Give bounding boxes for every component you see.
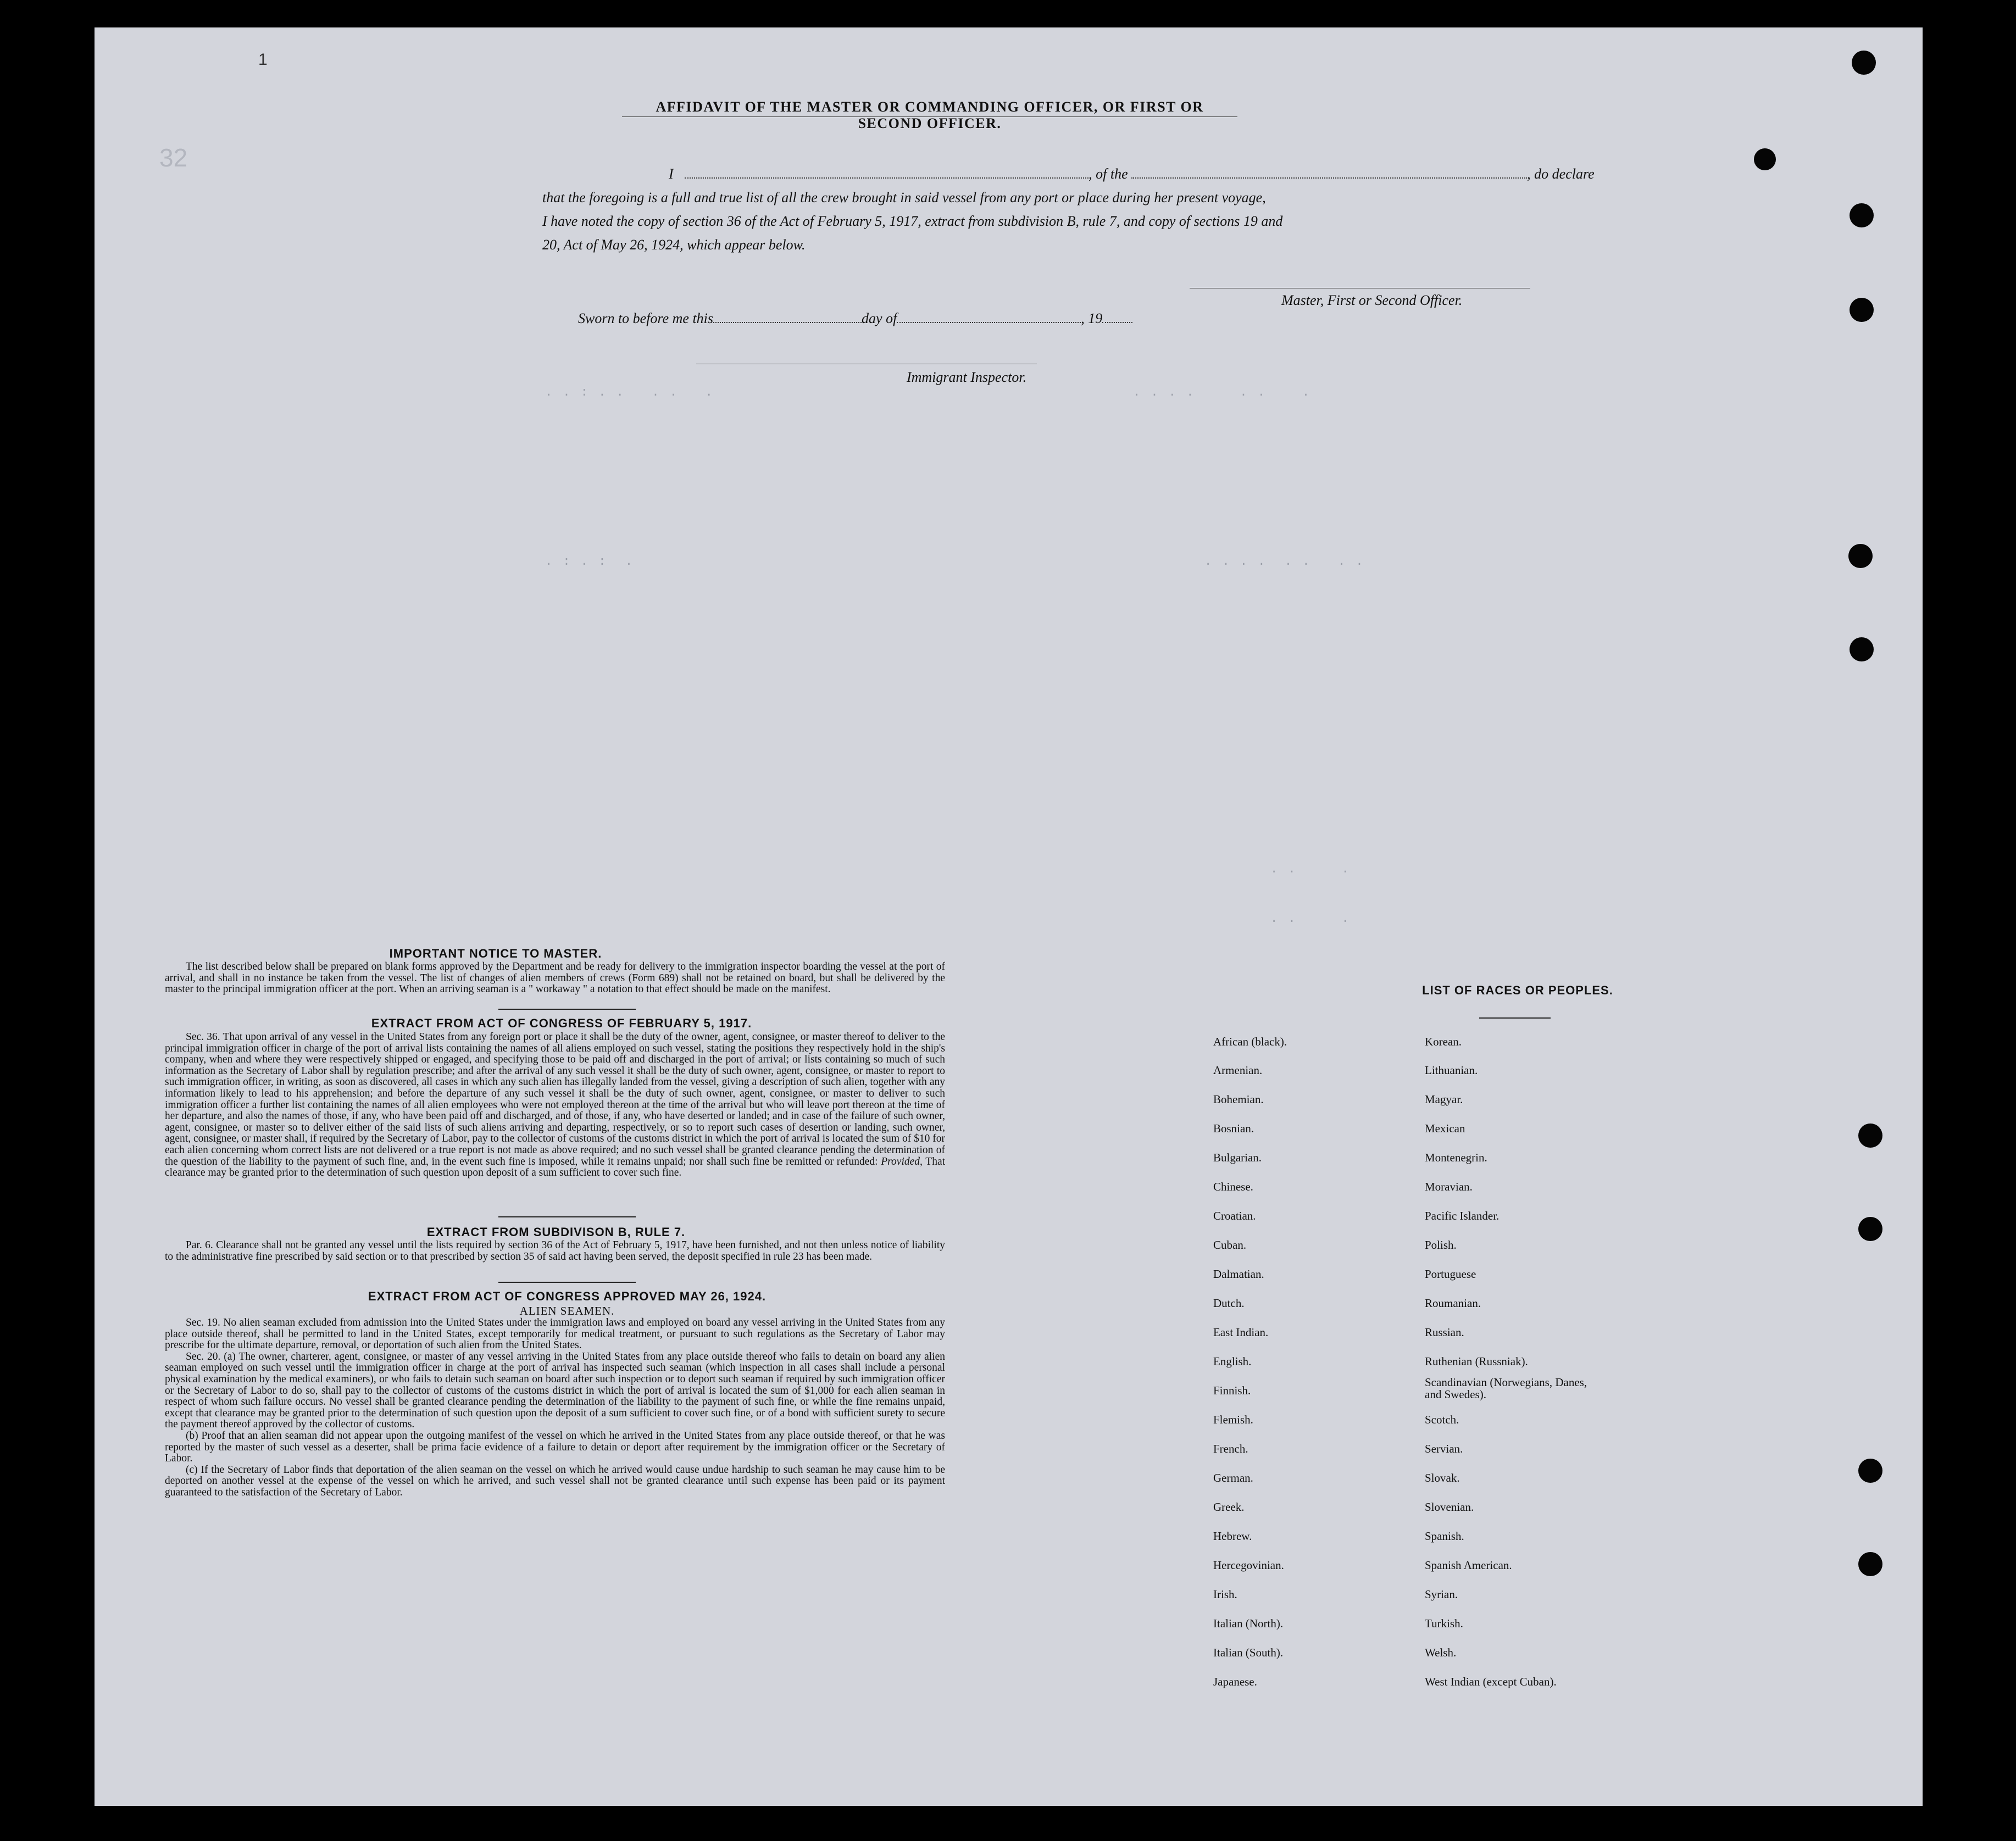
punch-hole xyxy=(1754,148,1776,170)
bleed-through-mark: . . . . . . . xyxy=(1133,386,1312,399)
signature-label: Master, First or Second Officer. xyxy=(1281,292,1463,308)
race-item: Lithuanian. xyxy=(1425,1064,1478,1077)
race-item: East Indian. xyxy=(1213,1326,1269,1339)
punch-hole xyxy=(1858,1552,1882,1576)
notice-paragraph: The list described below shall be prepared on blank forms approved by the Department and be ready for delivery to the immigration inspector boarding the vessel at the port of arrival, and shall in no instance be taken from the vessel. The list of changes of alien members of crews (Form 689) shall not be retained on board, but shall be delivered by the master to the principal immigration officer at the port. When an arriving seaman is a " workaway " a notation to that effect should be made on the manifest. xyxy=(165,961,945,995)
race-item: Italian (South). xyxy=(1213,1646,1284,1659)
race-item: Finnish. xyxy=(1213,1384,1251,1397)
rule7-paragraph: Par. 6. Clearance shall not be granted any vessel until the lists required by section 36 of the Act of February 5, 1917, have been furnished, and not then unless notice of liability to the administrative fine prescribed by said section or to that prescribed by section 35 of said act having been served, the deposit specified in rule 23 has been made. xyxy=(165,1239,945,1262)
name-blank[interactable] xyxy=(685,177,1088,179)
race-item: African (black). xyxy=(1213,1035,1287,1048)
declaration-line: 20, Act of May 26, 1924, which appear below. xyxy=(542,237,806,253)
race-item: Portuguese xyxy=(1425,1267,1476,1281)
race-item: Moravian. xyxy=(1425,1180,1473,1193)
extract-1917-title: EXTRACT FROM ACT OF CONGRESS OF FEBRUARY 5, 1917. xyxy=(371,1016,752,1030)
inspector-label: Immigrant Inspector. xyxy=(907,369,1027,385)
extract-1924-title: EXTRACT FROM ACT OF CONGRESS APPROVED MAY 26, 1924. xyxy=(368,1289,767,1303)
sec20b-paragraph: (b) Proof that an alien seaman did not appear upon the outgoing manifest of the vessel on which he arrived in the United States from any place outside thereof, or that he was reported by the master of such vessel as a deserter, shall be prima facie evidence of a failure to detain or deport after requirement by the immigration officer or the Secretary of Labor. xyxy=(165,1430,945,1465)
race-item: Armenian. xyxy=(1213,1064,1263,1077)
margin-mark-faint: 32 xyxy=(159,143,188,172)
punch-hole xyxy=(1850,298,1874,322)
race-item: Ruthenian (Russniak). xyxy=(1425,1355,1528,1368)
race-item: Hebrew. xyxy=(1213,1529,1252,1543)
day-of-label: day of xyxy=(862,310,897,326)
extract-1917-body xyxy=(165,1032,945,1179)
race-item: Irish. xyxy=(1213,1588,1237,1601)
race-item: Bohemian. xyxy=(1213,1093,1264,1106)
declaration-line: that the foregoing is a full and true list of all the crew brought in said vessel from any port or place during her present voyage, xyxy=(542,190,1266,205)
race-item: Roumanian. xyxy=(1425,1297,1481,1310)
bleed-through-mark: . . . xyxy=(1270,863,1351,876)
bleed-through-mark: . . . xyxy=(1270,912,1351,926)
vessel-blank[interactable] xyxy=(1131,177,1527,179)
race-item: Bulgarian. xyxy=(1213,1151,1262,1164)
affidavit-declaration xyxy=(542,162,1625,257)
punch-hole xyxy=(1858,1123,1882,1148)
sworn-label: Sworn to before me this xyxy=(578,310,714,326)
sec19-paragraph: Sec. 19. No alien seaman excluded from admission into the United States under the immigration laws and employed on board any vessel arriving in the United States from any place outside thereof, shall be permitted to land in the United States, except temporarily for medical treatment, or pursuant to such regulations as the Secretary of Labor may prescribe for the ultimate departure, removal, or deportation of such alien from the United States. xyxy=(165,1317,945,1351)
section-divider xyxy=(498,1216,636,1217)
sec20c-paragraph: (c) If the Secretary of Labor finds that deportation of the alien seaman on the vessel on which he arrived would cause undue hardship to such seaman he may cause him to be deported on another vessel at the expense of the vessel on which he arrived, and such vessel shall not be granted clearance until such expense has been paid or its payment guaranteed to the satisfaction of the Secretary of Labor. xyxy=(165,1464,945,1498)
race-item: Italian (North). xyxy=(1213,1617,1284,1630)
race-item: Flemish. xyxy=(1213,1413,1253,1426)
race-item: Bosnian. xyxy=(1213,1122,1254,1135)
race-item: Cuban. xyxy=(1213,1238,1247,1252)
race-item: Slovenian. xyxy=(1425,1500,1474,1514)
section-divider xyxy=(498,1282,636,1283)
punch-hole xyxy=(1848,544,1873,568)
sec20a-paragraph: Sec. 20. (a) The owner, charterer, agent, consignee, or master of any vessel arriving in the United States from any place outside thereof who fails to detain on board any alien seaman employed on such vessel until the immigration officer in charge at the port of arrival has inspected such seaman (which inspection in all cases shall include a personal physical examination by the medical examiners), or who fails to detain such seaman on board after such inspection or to deport such seaman if required by such immigration officer or the Secretary of Labor to do so, shall pay to the collector of customs of the customs district in which the port of arrival is located the sum of $1,000 for each alien seaman in respect of whom such failure occurs. No vessel shall be granted clearance pending the determination of the liability to the payment of such fine, or while the fine remains unpaid, except that clearance may be granted prior to the determination of such question upon the deposit of a sum sufficient to cover such fine, or of a bond with sufficient surety to secure the payment thereof approved by the collector of customs. xyxy=(165,1350,945,1431)
race-item: Syrian. xyxy=(1425,1588,1458,1601)
document-page xyxy=(95,27,1923,1806)
year-blank[interactable] xyxy=(1102,322,1132,323)
race-item: French. xyxy=(1213,1442,1248,1455)
races-title: LIST OF RACES OR PEOPLES. xyxy=(1422,983,1613,997)
declaration-line: I have noted the copy of section 36 of the Act of February 5, 1917, extract from subdivision B, rule 7, and copy of sections 19 and xyxy=(542,213,1283,229)
sec36-text: Sec. 36. That upon arrival of any vessel in the United States from any foreign port or place it shall be the duty of the owner, agent, consignee, or master thereof to deliver to the principal immigration officer in charge of the port of arrival lists containing the names of all aliens employed on such vessel, stating the positions they respectively hold in the ship's company, when and where they were respectively shipped or engaged, and specifying those to be paid off and discharged in the port of arrival; or lists containing so much of such information as the Secretary of Labor shall by regulation prescribe; and after the arrival of any such vessel it shall be the duty of such owner, agent, consignee, or master to report to such immigration officer, in writing, as soon as discovered, all cases in which any such alien has illegally landed from the vessel, giving a description of such alien, together with any information likely to lead to his apprehension; and before the departure of any such vessel it shall be the duty of such owner, agent, consignee, or master to deliver to such immigration officer a further list containing the names of all alien employees who were not employed thereon at the time of the arrival but who will leave port thereon at the time of her departure, and also the names of those, if any, who have been paid off and discharged, and of those, if any, who have deserted or landed; and in case of the failure of such owner, agent, consignee, or master so to deliver either of the said lists of such aliens arriving and departing, respectively, or so to report such cases of desertion or landing, such owner, agent, consignee, or master shall, if required by the Secretary of Labor, pay to the collector of customs of the customs district in which the port of arrival is located the sum of $10 for each alien concerning whom correct lists are not delivered or a true report is not made as above required; and no such vessel shall be granted clearance pending the determination of the question of the liability to the payment of such fine, and, in the event such fine is imposed, while it remains unpaid; nor shall such fine be remitted or refunded: xyxy=(165,1031,945,1167)
affidavit-title: AFFIDAVIT OF THE MASTER OR COMMANDING OFFICER, OR FIRST OR SECOND OFFICER. xyxy=(656,99,1204,131)
race-item: Greek. xyxy=(1213,1500,1245,1514)
race-item: Turkish. xyxy=(1425,1617,1463,1630)
punch-hole xyxy=(1850,203,1874,227)
notice-body xyxy=(165,961,945,995)
race-item: Spanish. xyxy=(1425,1529,1464,1543)
race-item: Japanese. xyxy=(1213,1675,1257,1688)
margin-mark: 1 xyxy=(258,51,268,69)
punch-hole xyxy=(1858,1217,1882,1241)
punch-hole xyxy=(1850,637,1874,661)
race-item: Mexican xyxy=(1425,1122,1465,1135)
punch-hole xyxy=(1858,1459,1882,1483)
race-item: Dalmatian. xyxy=(1213,1267,1264,1281)
sworn-statement xyxy=(578,310,1132,327)
race-item: Polish. xyxy=(1425,1238,1457,1252)
provided-label: Provided, xyxy=(881,1155,923,1167)
race-item: Scotch. xyxy=(1425,1413,1459,1426)
extract-rule7-body xyxy=(165,1240,945,1262)
race-item: Spanish American. xyxy=(1425,1559,1512,1572)
bleed-through-mark: . . . . . . . . xyxy=(1204,555,1365,569)
do-declare-label: , do declare xyxy=(1527,166,1595,182)
bleed-through-mark: . . : . . . . . xyxy=(545,386,714,399)
race-item: English. xyxy=(1213,1355,1252,1368)
race-item: Magyar. xyxy=(1425,1093,1463,1106)
extract-rule7-title: EXTRACT FROM SUBDIVISON B, RULE 7. xyxy=(426,1225,686,1239)
sworn-day-blank[interactable] xyxy=(713,322,862,323)
race-item: Pacific Islander. xyxy=(1425,1209,1499,1222)
race-item: Dutch. xyxy=(1213,1297,1245,1310)
race-item: Slovak. xyxy=(1425,1471,1460,1484)
race-item: Servian. xyxy=(1425,1442,1463,1455)
races-title-underline xyxy=(1479,1017,1551,1019)
extract-1924-body xyxy=(165,1317,945,1499)
punch-hole xyxy=(1852,51,1876,75)
alien-seamen-subtitle: ALIEN SEAMEN. xyxy=(519,1304,615,1317)
affidavit-i: I xyxy=(669,166,674,182)
bleed-through-mark: . : . : . xyxy=(545,555,635,569)
race-item: Croatian. xyxy=(1213,1209,1256,1222)
race-item: Scandinavian (Norwegians, Danes, and Swedes). xyxy=(1425,1376,1587,1401)
race-item: West Indian (except Cuban). xyxy=(1425,1675,1557,1688)
race-item: Chinese. xyxy=(1213,1180,1253,1193)
race-item: Russian. xyxy=(1425,1326,1464,1339)
race-item: Hercegovinian. xyxy=(1213,1559,1284,1572)
sec36-tail: That clearance may be granted prior to the determination of such question upon deposit of a sum sufficient to cover such fine. xyxy=(165,1155,946,1179)
of-the-label: , of the xyxy=(1088,166,1128,182)
race-item: Welsh. xyxy=(1425,1646,1457,1659)
notice-title: IMPORTANT NOTICE TO MASTER. xyxy=(389,947,602,960)
title-underline xyxy=(622,116,1237,117)
section-divider xyxy=(498,1009,636,1010)
race-item: Montenegrin. xyxy=(1425,1151,1487,1164)
month-blank[interactable] xyxy=(897,322,1081,323)
race-item: German. xyxy=(1213,1471,1253,1484)
race-item: Korean. xyxy=(1425,1035,1462,1048)
year-label: , 19 xyxy=(1081,310,1103,326)
